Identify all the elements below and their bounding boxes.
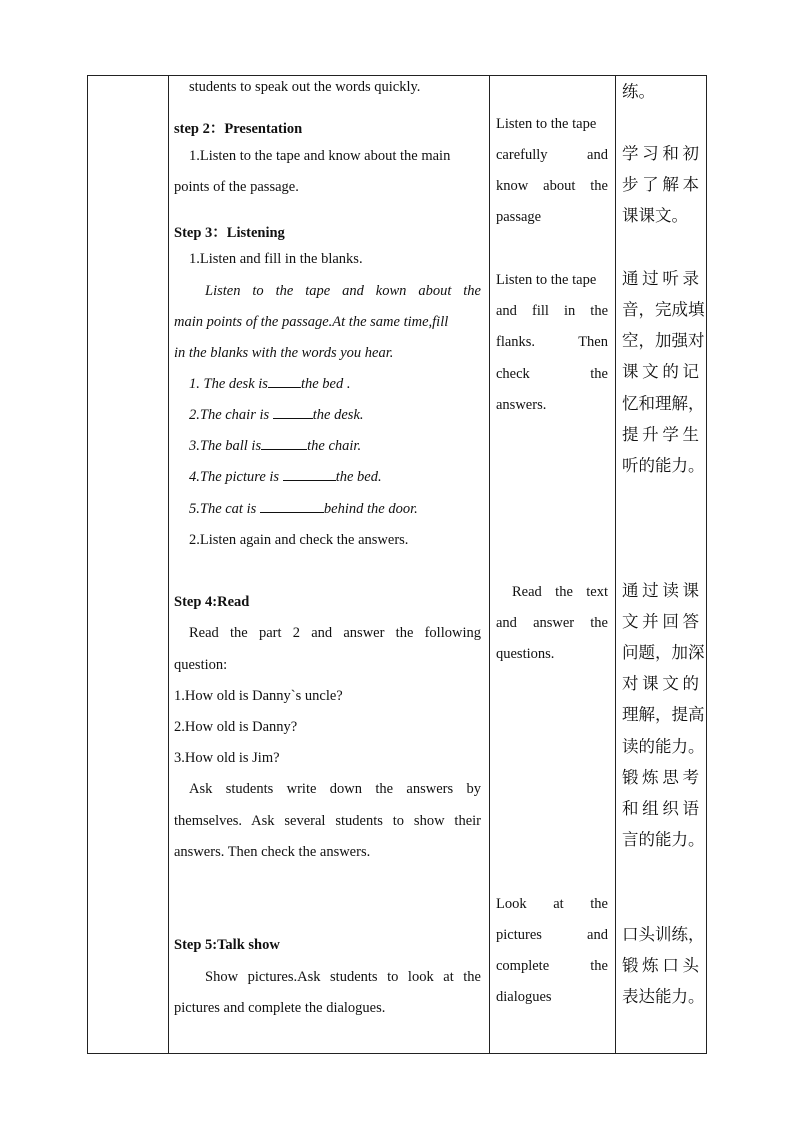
lesson-plan-table: [87, 75, 707, 1054]
purpose-line: 通过读课: [622, 581, 699, 600]
student-activity-line: check the: [496, 366, 608, 382]
step2-line: points of the passage.: [174, 179, 299, 195]
fill-blank-item: 4.The picture is the bed.: [189, 469, 382, 485]
fill-blank-item: 3.The ball is the chair.: [189, 438, 362, 454]
step4-line: Read the part 2 and answer the following: [189, 625, 481, 641]
purpose-line: 锻炼思考: [622, 768, 699, 787]
step4-question: 1.How old is Danny`s uncle?: [174, 688, 343, 704]
purpose-line: 练。: [622, 82, 655, 101]
step5-title: Step 5:Talk show: [174, 937, 280, 953]
student-activity-line: flanks. Then: [496, 334, 608, 350]
step4-paragraph: Ask students write down the answers by: [189, 781, 481, 797]
step5-line: Show pictures.Ask students to look at the: [205, 969, 481, 985]
step2-line: 1.Listen to the tape and know about the main: [189, 148, 451, 164]
purpose-line: 和组织语: [622, 799, 699, 818]
purpose-line: 课文的记: [622, 362, 699, 381]
answer-blank: [261, 436, 307, 450]
step4-title: Step 4:Read: [174, 594, 250, 610]
step3-line: 2.Listen again and check the answers.: [189, 532, 409, 548]
purpose-line: 言的能力。: [622, 830, 705, 849]
purpose-line: 学习和初: [622, 144, 699, 163]
answer-blank: [268, 374, 301, 388]
student-activity-line: questions.: [496, 646, 555, 662]
purpose-line: 步了解本: [622, 175, 699, 194]
purpose-line: 表达能力。: [622, 987, 705, 1006]
step4-question: 3.How old is Jim?: [174, 750, 280, 766]
student-activity-line: passage: [496, 209, 542, 225]
step1-tail-text: students to speak out the words quickly.: [189, 79, 421, 95]
student-activity-line: Listen to the tape: [496, 116, 597, 132]
step4-question: 2.How old is Danny?: [174, 719, 298, 735]
answer-blank: [273, 405, 313, 419]
student-activity-line: Read the text: [512, 584, 608, 600]
student-activity-line: answers.: [496, 397, 547, 413]
student-activity-line: know about the: [496, 178, 608, 194]
step3-italic-line: Listen to the tape and kown about the: [205, 283, 481, 299]
step3-title: Step 3：Listening: [174, 225, 285, 241]
purpose-line: 理解，提高: [622, 705, 705, 724]
step3-italic-line: in the blanks with the words you hear.: [174, 345, 394, 361]
student-activity-line: pictures and: [496, 927, 608, 943]
purpose-line: 锻炼口头: [622, 956, 699, 975]
fill-blank-item: 1. The desk is the bed .: [189, 376, 351, 392]
step3-line: 1.Listen and fill in the blanks.: [189, 251, 363, 267]
purpose-line: 问题，加深: [622, 643, 705, 662]
student-activity-line: and fill in the: [496, 303, 608, 319]
student-activity-line: and answer the: [496, 615, 608, 631]
step3-italic-line: main points of the passage.At the same time,fill: [174, 314, 449, 330]
purpose-line: 口头训练，: [622, 925, 705, 944]
student-activity-line: Listen to the tape: [496, 272, 597, 288]
purpose-line: 忆和理解，: [622, 394, 705, 413]
step5-line: pictures and complete the dialogues.: [174, 1000, 386, 1016]
purpose-line: 课课文。: [622, 206, 688, 225]
purpose-line: 提升学生: [622, 425, 699, 444]
answer-blank: [283, 467, 336, 481]
purpose-line: 空，加强对: [622, 331, 705, 350]
purpose-line: 听的能力。: [622, 456, 705, 475]
purpose-line: 对课文的: [622, 674, 699, 693]
column-divider: [489, 76, 490, 1053]
fill-blank-item: 2.The chair is the desk.: [189, 407, 364, 423]
purpose-line: 读的能力。: [622, 737, 705, 756]
step4-paragraph: answers. Then check the answers.: [174, 844, 371, 860]
column-divider: [615, 76, 616, 1053]
step4-line: question:: [174, 657, 228, 673]
step2-title: step 2：Presentation: [174, 121, 303, 137]
purpose-line: 音，完成填: [622, 300, 705, 319]
step4-paragraph: themselves. Ask several students to show their: [174, 813, 481, 829]
purpose-line: 通过听录: [622, 269, 699, 288]
student-activity-line: carefully and: [496, 147, 608, 163]
student-activity-line: complete the: [496, 958, 608, 974]
column-divider: [168, 76, 169, 1053]
fill-blank-item: 5.The cat is behind the door.: [189, 501, 418, 517]
student-activity-line: dialogues: [496, 989, 552, 1005]
answer-blank: [260, 499, 324, 513]
purpose-line: 文并回答: [622, 612, 699, 631]
student-activity-line: Look at the: [496, 896, 608, 912]
